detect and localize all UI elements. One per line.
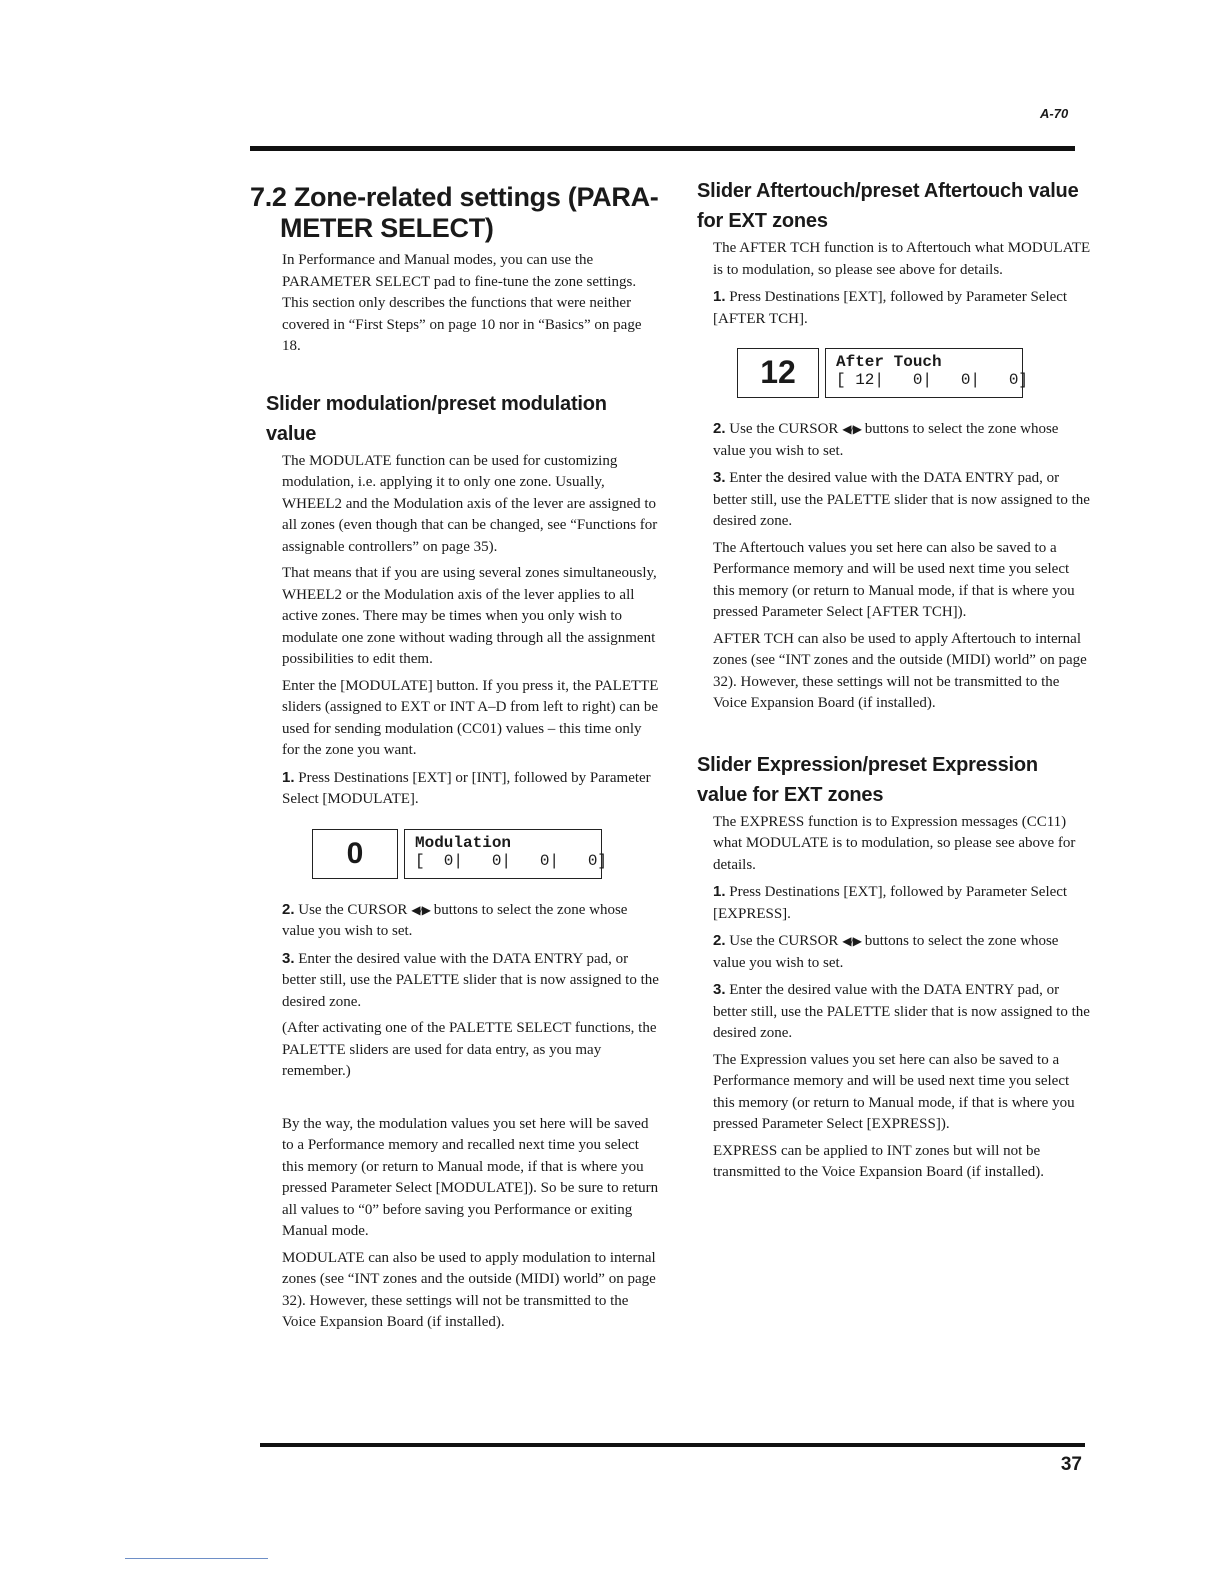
- paragraph: EXPRESS can be applied to INT zones but will not be transmitted to the Voice Expansion Board (if installed).: [713, 1142, 1045, 1180]
- step-number: 2.: [282, 900, 295, 918]
- lcd-text-box: [404, 829, 608, 879]
- section-title: [250, 182, 660, 244]
- step-text: buttons to select the zone whose value you wish to set.: [282, 901, 628, 939]
- paragraph: AFTER TCH can also be used to apply Aftertouch to internal zones (see “INT zones and the outside (MIDI) world” on page 32). However, these settings will not be transmitted to the Voice Expansion Board (if installed).: [713, 630, 1087, 711]
- subheading-expression: Slider Expression/preset Expression value for EXT zones: [697, 753, 1038, 806]
- intro-paragraph: In Performance and Manual modes, you can use the PARAMETER SELECT pad to fine-tune the zone settings. This section only describes the functions that were neither covered in “First Steps” on page 10 nor in “Basics” on page 18.: [282, 252, 642, 354]
- lcd-display: [737, 348, 1092, 398]
- header-label: A-70: [1040, 106, 1069, 121]
- lcd-value-box: 0: [312, 829, 398, 879]
- cursor-arrows-icon: ◀/▶: [842, 934, 861, 948]
- lcd-text-box: [825, 348, 1029, 398]
- step-number: 1.: [713, 288, 726, 305]
- paragraph: Enter the [MODULATE] button. If you press it, the PALETTE sliders (assigned to EXT or INT A–D from left to right) can be used for sending modulation (CC01) values – this time only for the zone you want.: [282, 677, 659, 758]
- step-text: Press Destinations [EXT], followed by Parameter Select [EXPRESS].: [713, 884, 1068, 922]
- step-item: [713, 930, 1092, 974]
- lcd-value-box: 12: [737, 348, 819, 398]
- right-column: [697, 176, 1092, 1189]
- step-number: 3.: [713, 469, 726, 486]
- step-number: 3.: [282, 949, 295, 967]
- step-text: Press Destinations [EXT], followed by Parameter Select [AFTER TCH].: [713, 289, 1068, 327]
- subheading-modulation: Slider modulation/preset modulation value: [266, 392, 607, 445]
- step-item: [282, 899, 660, 943]
- step-number: 2.: [713, 420, 726, 437]
- bottom-rule: [260, 1443, 1085, 1447]
- step-number: 2.: [713, 932, 726, 949]
- subheading-aftertouch: Slider Aftertouch/preset Aftertouch value for EXT zones: [697, 180, 1079, 232]
- step-item: [282, 948, 660, 1014]
- paragraph: The AFTER TCH function is to Aftertouch what MODULATE is to modulation, so please see above for details.: [713, 240, 1091, 278]
- lcd-parameter-name: Modulation: [415, 833, 512, 852]
- step-number: 3.: [713, 981, 726, 998]
- page-number: 37: [1060, 1454, 1082, 1475]
- step-text: buttons to select the zone whose value you wish to set.: [713, 421, 1059, 459]
- step-item: [282, 767, 660, 811]
- lcd-zone-values: [ 12| 0| 0| 0]: [836, 371, 1029, 389]
- step-text: Use the CURSOR: [729, 421, 839, 437]
- step-text: Use the CURSOR: [298, 901, 408, 918]
- left-column: [250, 170, 660, 1339]
- note-paragraph: (After activating one of the PALETTE SELECT functions, the PALETTE sliders are used for data entry, as you may remember.): [282, 1020, 657, 1079]
- paragraph: The Expression values you set here can also be saved to a Performance memory and will be used next time you select this memory (or return to Manual mode, if that is where you pressed Parameter Select [EXPRESS]).: [713, 1051, 1075, 1132]
- step-text: Enter the desired value with the DATA ENTRY pad, or better still, use the PALETTE slider that is now assigned to the desired zone.: [282, 950, 659, 1010]
- paragraph: The EXPRESS function is to Expression messages (CC11) what MODULATE is to modulation, so please see above for details.: [713, 813, 1076, 873]
- lcd-zone-values: [ 0| 0| 0| 0]: [415, 851, 608, 870]
- section-title-line1: Zone-related settings (PARA-: [293, 182, 659, 212]
- top-rule: [250, 146, 1075, 151]
- section-number: 7.2: [250, 182, 287, 212]
- step-text: buttons to select the zone whose value you wish to set.: [713, 933, 1059, 971]
- step-text: Enter the desired value with the DATA ENTRY pad, or better still, use the PALETTE slider that is now assigned to the desired zone.: [713, 470, 1090, 529]
- step-item: [713, 979, 1092, 1045]
- paragraph: The MODULATE function can be used for customizing modulation, i.e. applying it to only one zone. Usually, WHEEL2 and the Modulation axis of the lever are assigned to all zones (even though that can be changed, see “Functions for assignable controllers” on page 35).: [282, 452, 658, 555]
- link-underline: [125, 1558, 268, 1559]
- step-number: 1.: [282, 768, 295, 786]
- paragraph: By the way, the modulation values you set here will be saved to a Performance memory and recalled next time you select this memory (or return to Manual mode, if that is where you pressed Parameter Select [MODULATE]). So be sure to return all values to “0” before saving you Performance or exiting Manual mode.: [282, 1115, 659, 1239]
- cursor-arrows-icon: ◀/▶: [842, 422, 861, 436]
- section-title-line2: METER SELECT): [280, 213, 494, 243]
- step-item: [713, 286, 1092, 330]
- step-item: [713, 881, 1092, 925]
- lcd-parameter-name: After Touch: [836, 353, 942, 371]
- step-text: Enter the desired value with the DATA ENTRY pad, or better still, use the PALETTE slider that is now assigned to the desired zone.: [713, 982, 1090, 1041]
- paragraph: MODULATE can also be used to apply modulation to internal zones (see “INT zones and the outside (MIDI) world” on page 32). However, these settings will not be transmitted to the Voice Expansion Board (if installed).: [282, 1249, 656, 1330]
- step-number: 1.: [713, 883, 726, 900]
- cursor-arrows-icon: ◀/▶: [411, 902, 430, 917]
- step-item: [713, 418, 1092, 462]
- lcd-display: [312, 829, 660, 879]
- step-item: [713, 467, 1092, 533]
- step-text: Press Destinations [EXT] or [INT], followed by Parameter Select [MODULATE].: [282, 769, 651, 807]
- paragraph: That means that if you are using several zones simultaneously, WHEEL2 or the Modulation axis of the lever applies to all active zones. There may be times when you only wish to modulate one zone without wading through all the assignment possibilities to edit them.: [282, 565, 657, 667]
- step-text: Use the CURSOR: [729, 933, 839, 949]
- paragraph: The Aftertouch values you set here can also be saved to a Performance memory and will be used next time you select this memory (or return to Manual mode, if that is where you pressed Parameter Select [AFTER TCH]).: [713, 539, 1075, 620]
